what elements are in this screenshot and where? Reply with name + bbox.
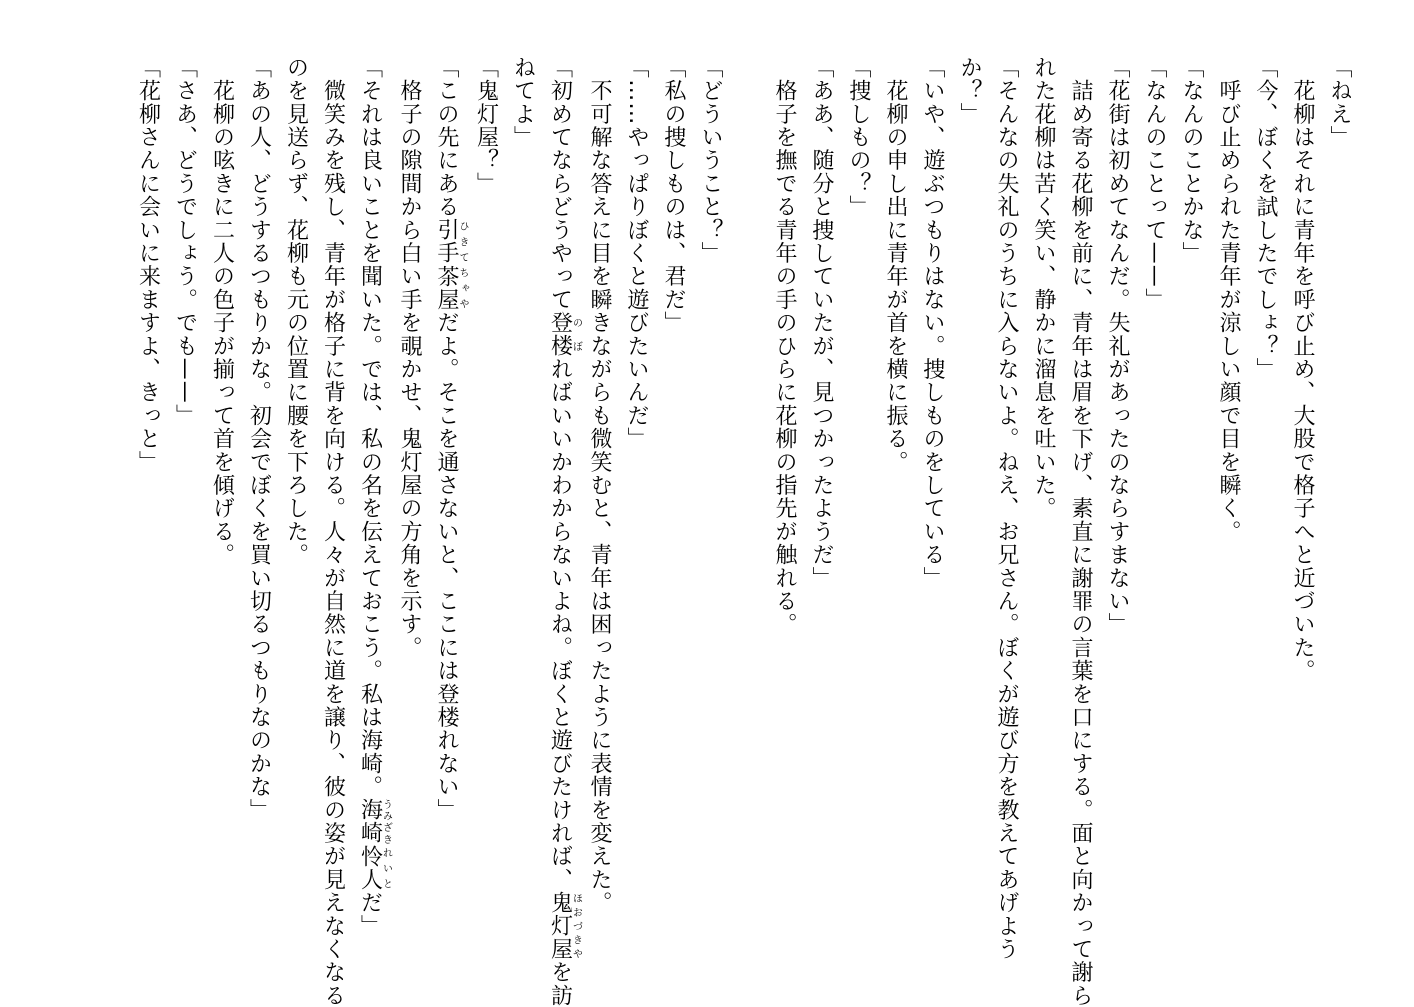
vertical-text-body	[130, 56, 1359, 1007]
furigana: 鬼灯屋ほおづきや	[547, 891, 582, 961]
text-line-with-furigana: 「この先にある引手ひきて茶屋ちゃやだよ。そこを通さないと、ここには登楼れない」	[434, 56, 468, 822]
text-line-with-furigana: 「初めてならどうやって登楼のぼればいいかわからないよね。ぼくと遊びたければ、鬼灯屋ほおづきやを訪	[547, 56, 582, 1007]
furigana: 茶屋ちゃや	[434, 264, 468, 312]
text-line: 微笑みを残し、青年が格子に背を向ける。人々が自然に道を譲り、彼の姿が見えなくなる	[320, 56, 346, 1007]
text-line: 「今、ぼくを試したでしょ？」	[1253, 56, 1278, 381]
text-line: 花柳はそれに青年を呼び止め、大股で格子へと近づいた。	[1290, 56, 1315, 683]
text-line: 「ねえ」	[1327, 56, 1352, 149]
furigana: 登楼のぼ	[547, 311, 582, 358]
text-line: 「いや、遊ぶつもりはない。捜しものをしている」	[920, 56, 945, 590]
text-line: 「ああ、随分と捜していたが、見つかったようだ」	[809, 56, 834, 590]
text-line: 「あの人、どうするつもりかな。初会でぼくを買い切るつもりなのかな」	[246, 56, 272, 822]
text-line: 「私の捜しものは、君だ」	[661, 56, 686, 335]
text-line: 花柳の申し出に青年が首を横に振る。	[883, 56, 908, 474]
text-line: 「花街は初めてなんだ。失礼があったのならすまない」	[1105, 56, 1130, 636]
text-line-with-furigana: 「それは良いことを聞いた。では、私の名を伝えておこう。私は海崎。海崎うみざき怜人れいとだ」	[357, 56, 392, 938]
text-line: 格子の隙間から白い手を覗かせ、鬼灯屋の方角を示す。	[397, 56, 422, 660]
furigana: 海崎うみざき	[357, 798, 392, 845]
text-line: のを見送らず、花柳も元の位置に腰を下ろした。	[283, 56, 309, 567]
text-line: 花柳の呟きに二人の色子が揃って首を傾げる。	[209, 56, 235, 567]
text-line: 「捜しもの？」	[846, 56, 871, 219]
text-line: れた花柳は苦く笑い、静かに溜息を吐いた。	[1031, 56, 1056, 520]
furigana: 怜人れいと	[357, 844, 392, 892]
text-line: 不可解な答えに目を瞬きながらも微笑むと、青年は困ったように表情を変えた。	[587, 56, 612, 915]
text-line: ねてよ」	[510, 56, 536, 149]
text-line: 「さあ、どうでしょう。でも——」	[172, 56, 198, 428]
text-line: 「鬼灯屋？」	[473, 56, 499, 196]
text-line: 「花柳さんに会いに来ますよ、きっと」	[135, 56, 161, 474]
furigana: 引手ひきて	[434, 218, 468, 265]
text-line: か？」	[957, 56, 982, 126]
text-line: 詰め寄る花柳を前に、青年は眉を下げ、素直に謝罪の言葉を口にする。面と向かって謝ら	[1068, 56, 1093, 1007]
text-line: 「そんなの失礼のうちに入らないよ。ねえ、お兄さん。ぼくが遊び方を教えてあげよう	[994, 56, 1019, 961]
text-line: 「なんのことかな」	[1179, 56, 1204, 265]
text-line: 「……やっぱりぼくと遊びたいんだ」	[624, 56, 649, 451]
text-line: 「なんのことって——」	[1142, 56, 1167, 312]
text-line: 格子を撫でる青年の手のひらに花柳の指先が触れる。	[772, 56, 797, 636]
text-line: 「どういうこと？」	[698, 56, 723, 265]
text-line: 呼び止められた青年が涼しい顔で目を瞬く。	[1216, 56, 1241, 544]
